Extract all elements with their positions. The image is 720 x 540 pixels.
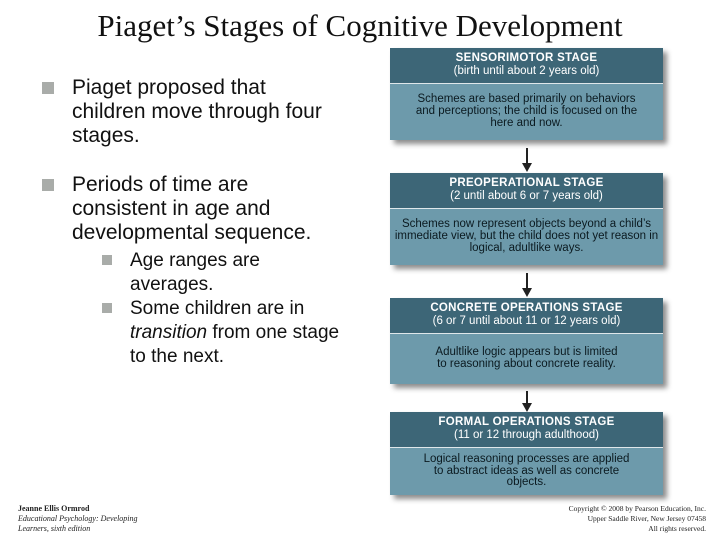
sub-bullet-text-part: from one stage to the next.	[130, 322, 340, 367]
stage-header	[390, 173, 663, 209]
bullet-item	[42, 173, 342, 245]
stage-age-range: (birth until about 2 years old)	[453, 65, 600, 77]
footer-book-edition: Learners, sixth edition	[18, 524, 91, 533]
sub-bullet-text	[130, 298, 339, 367]
stage-description	[390, 448, 663, 495]
footer-book-title: Educational Psychology: Developing	[18, 514, 138, 523]
stage-description-text: Schemes are based primarily on behaviors and perceptions; the child is focused on the here and now.	[415, 93, 638, 129]
sub-bullet-emphasis: transition	[130, 322, 208, 343]
sub-bullet-text-part: Some children are in	[130, 298, 305, 319]
bullet-square-icon	[102, 255, 112, 265]
stage-description	[390, 84, 663, 140]
stage-header	[390, 298, 663, 334]
stage-description-text: Schemes now represent objects beyond a child’s immediate view, but the child does not yet reason in logical, adultlike ways.	[394, 218, 659, 254]
slide-title: Piaget’s Stages of Cognitive Development	[97, 8, 623, 43]
copyright-line: Copyright © 2008 by Pearson Education, Inc.	[568, 504, 706, 513]
stage-card-concrete-operations	[390, 298, 663, 384]
sub-bullet-text: Age ranges are averages.	[130, 250, 260, 295]
bullet-square-icon	[42, 179, 54, 191]
stage-description-text: Adultlike logic appears but is limited to reasoning about concrete reality.	[435, 346, 618, 370]
bullet-item	[42, 76, 342, 148]
bullet-text: Periods of time are consistent in age and developmental sequence.	[72, 173, 312, 244]
stage-description	[390, 334, 663, 384]
footer-author: Jeanne Ellis Ormrod	[18, 504, 90, 513]
stage-card-formal-operations	[390, 412, 663, 495]
bullet-square-icon	[42, 82, 54, 94]
stage-age-range: (11 or 12 through adulthood)	[454, 429, 599, 441]
stage-name: CONCRETE OPERATIONS STAGE	[430, 302, 623, 314]
footer-copyright	[569, 504, 706, 534]
stage-age-range: (2 until about 6 or 7 years old)	[450, 190, 603, 202]
stage-description-text: Logical reasoning processes are applied to abstract ideas as well as concrete objects.	[423, 452, 630, 489]
copyright-line: All rights reserved.	[648, 524, 706, 533]
stage-header	[390, 412, 663, 448]
bullet-list	[42, 76, 342, 369]
sub-bullet-item	[102, 297, 342, 369]
stage-card-sensorimotor	[390, 48, 663, 140]
stage-card-preoperational	[390, 173, 663, 265]
bullet-text: Piaget proposed that children move through four stages.	[72, 76, 322, 147]
stage-age-range: (6 or 7 until about 11 or 12 years old)	[432, 315, 621, 327]
sub-bullet-item	[102, 249, 342, 297]
stage-header	[390, 48, 663, 84]
bullet-square-icon	[102, 303, 112, 313]
stage-description	[390, 209, 663, 265]
stage-name: SENSORIMOTOR STAGE	[455, 52, 598, 64]
footer-citation	[18, 504, 138, 534]
stage-name: PREOPERATIONAL STAGE	[449, 177, 604, 189]
stage-name: FORMAL OPERATIONS STAGE	[438, 416, 615, 428]
copyright-line: Upper Saddle River, New Jersey 07458	[587, 514, 706, 523]
